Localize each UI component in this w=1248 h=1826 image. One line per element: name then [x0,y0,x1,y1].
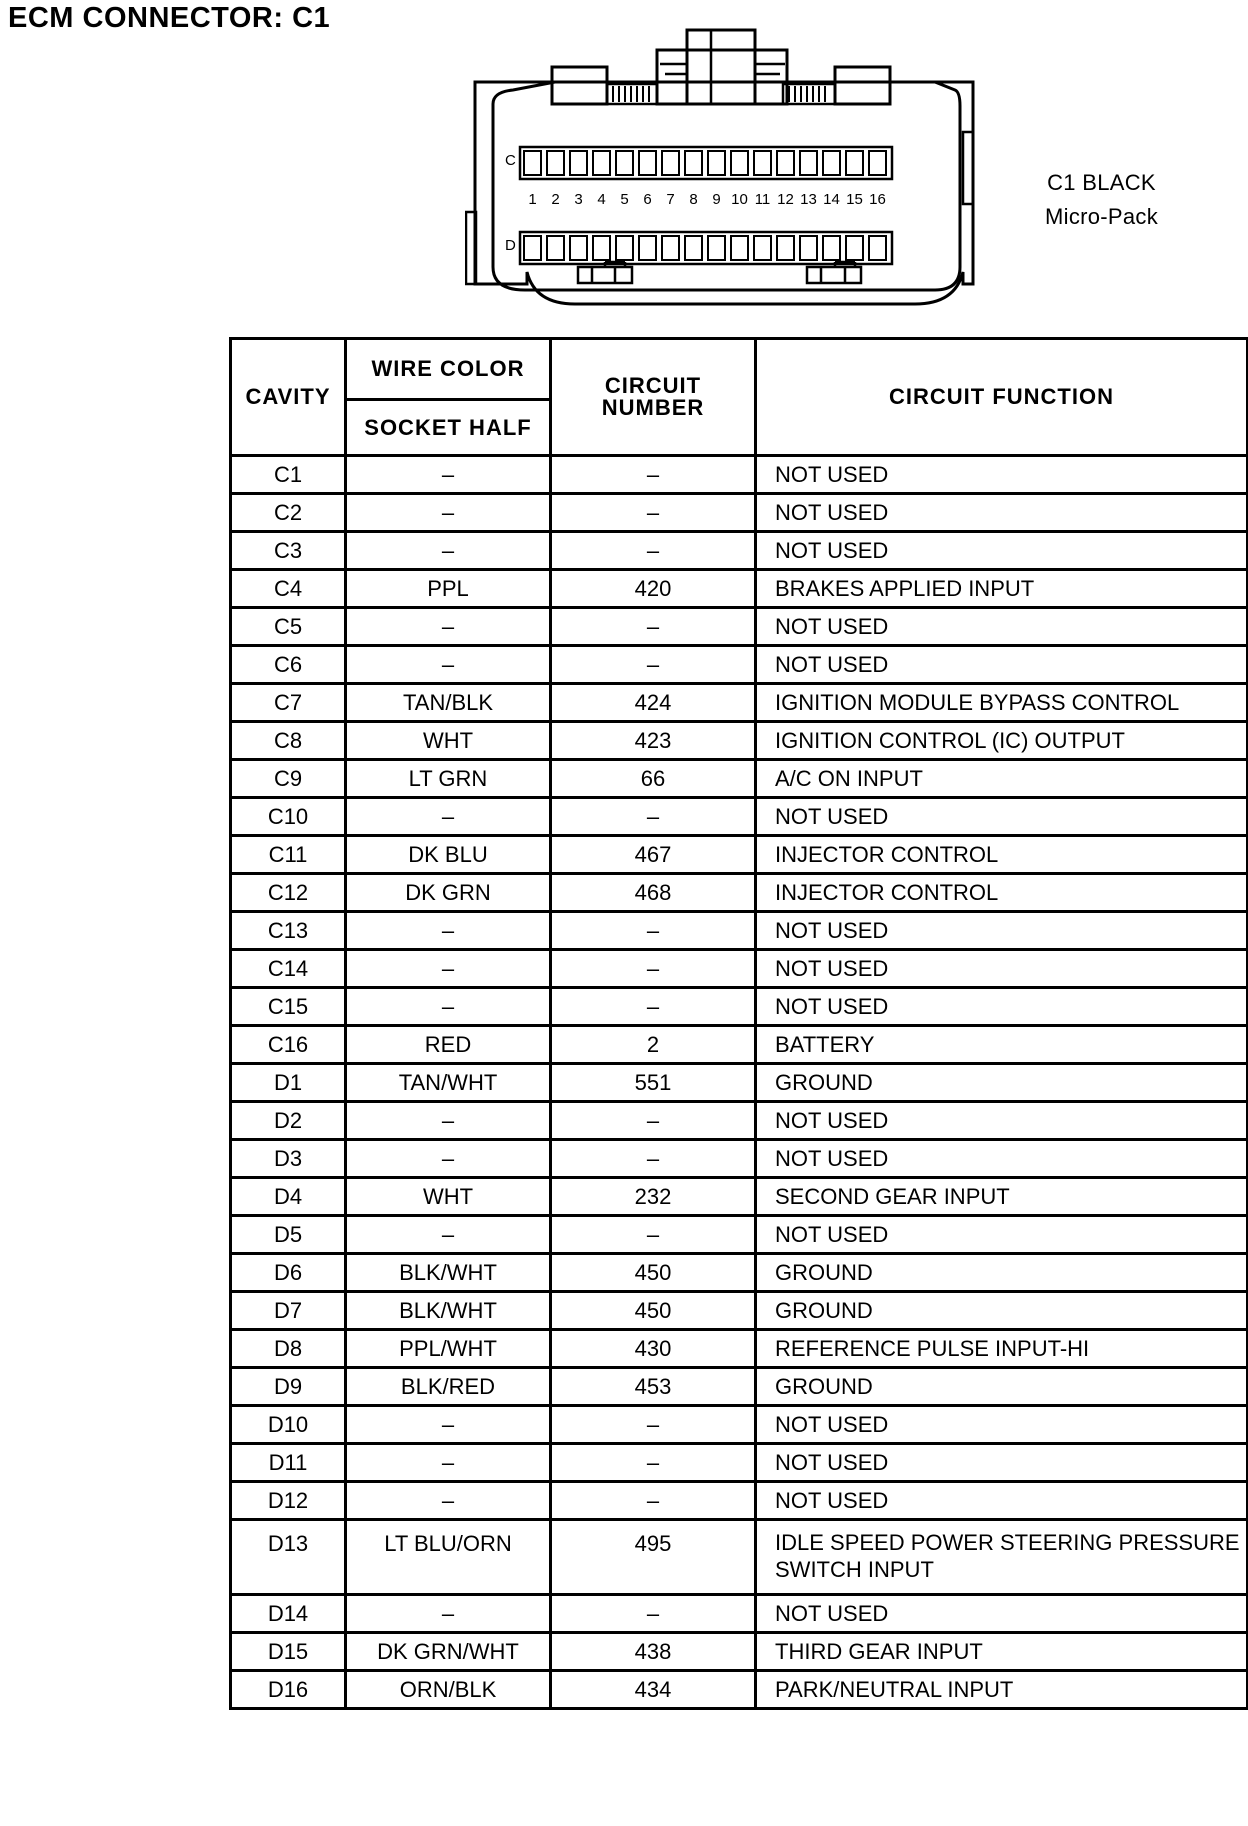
table-row [231,1330,1248,1368]
table-row [231,1482,1248,1520]
cavity-c12 [777,151,794,175]
cavity-c3 [570,151,587,175]
table-row [231,912,1248,950]
circuit-number-cell: – [551,1444,756,1482]
table-row [231,1595,1248,1633]
circuit-function-cell: NOT USED [756,1216,1248,1254]
table-row [231,760,1248,798]
cavity-c9 [708,151,725,175]
connector-label [1045,166,1158,234]
pin-number: 9 [712,191,721,208]
cavity-c10 [731,151,748,175]
circuit-function-cell: NOT USED [756,494,1248,532]
circuit-number-cell: 423 [551,722,756,760]
cavity-cell: C7 [231,684,346,722]
table-row [231,494,1248,532]
circuit-function-cell: GROUND [756,1292,1248,1330]
cavity-cell: C15 [231,988,346,1026]
cavity-d4 [593,236,610,260]
circuit-function-cell: IGNITION CONTROL (IC) OUTPUT [756,722,1248,760]
table-row [231,1254,1248,1292]
table-row [231,684,1248,722]
circuit-function-cell: NOT USED [756,1102,1248,1140]
circuit-function-cell: A/C ON INPUT [756,760,1248,798]
wire-color-cell: TAN/BLK [346,684,551,722]
cavity-cell: D9 [231,1368,346,1406]
pin-number: 2 [551,191,560,208]
wire-color-cell: LT BLU/ORN [346,1520,551,1595]
wire-color-cell: BLK/WHT [346,1254,551,1292]
wire-color-cell: BLK/WHT [346,1292,551,1330]
pinout-rows [231,456,1248,1709]
header-circuit-function: CIRCUIT FUNCTION [756,339,1248,456]
cavity-cell: C13 [231,912,346,950]
circuit-number-cell: – [551,532,756,570]
circuit-number-cell: 468 [551,874,756,912]
circuit-number-cell: 467 [551,836,756,874]
cavity-cell: C3 [231,532,346,570]
cavity-cell: D7 [231,1292,346,1330]
circuit-function-cell: NOT USED [756,1406,1248,1444]
wire-color-cell: DK GRN [346,874,551,912]
table-row [231,874,1248,912]
circuit-function-cell: BATTERY [756,1026,1248,1064]
cavity-d12 [777,236,794,260]
circuit-function-cell: NOT USED [756,1140,1248,1178]
circuit-function-cell: NOT USED [756,608,1248,646]
wire-color-cell: DK GRN/WHT [346,1633,551,1671]
circuit-number-cell: – [551,950,756,988]
wire-color-cell: – [346,1482,551,1520]
circuit-number-cell: 424 [551,684,756,722]
table-row [231,608,1248,646]
table-row [231,1671,1248,1709]
cavity-c11 [754,151,771,175]
wire-color-cell: – [346,494,551,532]
cavity-cell: D16 [231,1671,346,1709]
cavity-cell: D3 [231,1140,346,1178]
cavity-c8 [685,151,702,175]
header-circuit-number: CIRCUIT NUMBER [551,339,756,456]
wire-color-cell: WHT [346,1178,551,1216]
wire-color-cell: WHT [346,722,551,760]
cavity-cell: C14 [231,950,346,988]
cavity-cell: C6 [231,646,346,684]
table-row [231,988,1248,1026]
circuit-function-cell: GROUND [756,1254,1248,1292]
cavity-cell: D2 [231,1102,346,1140]
table-row [231,1064,1248,1102]
circuit-function-cell: INJECTOR CONTROL [756,874,1248,912]
circuit-function-cell: NOT USED [756,1444,1248,1482]
cavity-cell: C8 [231,722,346,760]
cavity-cell: C9 [231,760,346,798]
wire-color-cell: – [346,950,551,988]
cavity-cell: D13 [231,1520,346,1595]
circuit-number-cell: 450 [551,1292,756,1330]
cavity-d5 [616,236,633,260]
connector-diagram [465,22,1025,312]
cavity-cell: C11 [231,836,346,874]
circuit-number-cell: 495 [551,1520,756,1595]
pin-number: 15 [846,191,863,208]
wire-color-cell: – [346,646,551,684]
pin-number: 10 [731,191,748,208]
wire-color-cell: – [346,456,551,494]
table-row [231,456,1248,494]
table-row [231,1102,1248,1140]
circuit-function-cell: NOT USED [756,950,1248,988]
row-c-cavities [520,147,892,179]
cavity-c7 [662,151,679,175]
circuit-number-cell: 420 [551,570,756,608]
circuit-number-cell: 438 [551,1633,756,1671]
cavity-cell: D14 [231,1595,346,1633]
circuit-function-cell: GROUND [756,1368,1248,1406]
header-wire-color: WIRE COLOR [346,339,551,400]
circuit-number-cell: – [551,988,756,1026]
cavity-cell: D8 [231,1330,346,1368]
row-c-label: C [505,152,516,169]
table-row [231,1444,1248,1482]
cavity-cell: D1 [231,1064,346,1102]
table-row [231,950,1248,988]
wire-color-cell: – [346,798,551,836]
table-row [231,798,1248,836]
cavity-d10 [731,236,748,260]
circuit-number-cell: – [551,646,756,684]
connector-type: Micro-Pack [1045,204,1159,229]
cavity-c13 [800,151,817,175]
cavity-c5 [616,151,633,175]
circuit-number-cell: 232 [551,1178,756,1216]
table-row [231,1292,1248,1330]
cavity-d8 [685,236,702,260]
cavity-c6 [639,151,656,175]
cavity-c16 [869,151,886,175]
pin-number: 14 [823,191,840,208]
circuit-function-cell: NOT USED [756,988,1248,1026]
cavity-c14 [823,151,840,175]
header-socket-half: SOCKET HALF [346,400,551,456]
table-row [231,836,1248,874]
connector-body [475,82,973,304]
circuit-function-cell: IGNITION MODULE BYPASS CONTROL [756,684,1248,722]
circuit-number-cell: 453 [551,1368,756,1406]
cavity-d15 [846,236,863,260]
wire-color-cell: RED [346,1026,551,1064]
cavity-d13 [800,236,817,260]
pin-numbers [528,191,886,208]
cavity-cell: C16 [231,1026,346,1064]
circuit-function-cell: NOT USED [756,456,1248,494]
cavity-c1 [524,151,541,175]
cavity-cell: D12 [231,1482,346,1520]
pin-number: 1 [528,191,537,208]
circuit-number-cell: – [551,1595,756,1633]
circuit-function-cell: NOT USED [756,1482,1248,1520]
cavity-c2 [547,151,564,175]
pin-number: 13 [800,191,817,208]
cavity-d11 [754,236,771,260]
circuit-number-cell: – [551,494,756,532]
wire-color-cell: – [346,608,551,646]
cavity-cell: C5 [231,608,346,646]
wire-color-cell: LT GRN [346,760,551,798]
circuit-number-cell: – [551,1406,756,1444]
wire-color-cell: PPL [346,570,551,608]
pin-number: 4 [597,191,606,208]
table-row [231,1216,1248,1254]
cavity-cell: D5 [231,1216,346,1254]
wire-color-cell: – [346,1140,551,1178]
wire-color-cell: – [346,1216,551,1254]
cavity-c4 [593,151,610,175]
cavity-cell: D10 [231,1406,346,1444]
cavity-d6 [639,236,656,260]
circuit-function-cell: THIRD GEAR INPUT [756,1633,1248,1671]
pin-number: 11 [754,191,771,208]
row-d-label: D [505,237,516,254]
cavity-d7 [662,236,679,260]
table-row [231,570,1248,608]
circuit-function-cell: NOT USED [756,646,1248,684]
cavity-cell: C12 [231,874,346,912]
header-cavity: CAVITY [231,339,346,456]
circuit-number-cell: – [551,456,756,494]
connector-color: C1 BLACK [1047,170,1156,195]
circuit-function-cell: INJECTOR CONTROL [756,836,1248,874]
page-title: ECM CONNECTOR: C1 [8,2,331,34]
table-row [231,722,1248,760]
table-row [231,1520,1248,1595]
cavity-d14 [823,236,840,260]
circuit-function-cell: SECOND GEAR INPUT [756,1178,1248,1216]
circuit-number-cell: – [551,912,756,950]
cavity-cell: D6 [231,1254,346,1292]
table-row [231,532,1248,570]
table-row [231,646,1248,684]
cavity-d2 [547,236,564,260]
wire-color-cell: PPL/WHT [346,1330,551,1368]
cavity-d1 [524,236,541,260]
cavity-cell: D4 [231,1178,346,1216]
pin-number: 7 [666,191,675,208]
wire-color-cell: – [346,1102,551,1140]
table-row [231,1633,1248,1671]
circuit-function-cell: REFERENCE PULSE INPUT-HI [756,1330,1248,1368]
circuit-number-cell: – [551,1140,756,1178]
circuit-number-cell: 66 [551,760,756,798]
table-row [231,1406,1248,1444]
circuit-function-cell: GROUND [756,1064,1248,1102]
wire-color-cell: BLK/RED [346,1368,551,1406]
circuit-number-cell: 2 [551,1026,756,1064]
circuit-function-cell: NOT USED [756,798,1248,836]
circuit-number-cell: 450 [551,1254,756,1292]
cavity-cell: C4 [231,570,346,608]
cavity-cell: C2 [231,494,346,532]
circuit-function-cell: PARK/NEUTRAL INPUT [756,1671,1248,1709]
cavity-cell: C10 [231,798,346,836]
wire-color-cell: DK BLU [346,836,551,874]
pin-number: 16 [869,191,886,208]
circuit-number-cell: 430 [551,1330,756,1368]
table-row [231,1140,1248,1178]
cavity-cell: C1 [231,456,346,494]
wire-color-cell: – [346,532,551,570]
circuit-number-cell: 551 [551,1064,756,1102]
circuit-number-cell: 434 [551,1671,756,1709]
cavity-d9 [708,236,725,260]
pin-number: 12 [777,191,794,208]
cavity-d3 [570,236,587,260]
circuit-number-cell: – [551,798,756,836]
circuit-number-cell: – [551,1482,756,1520]
circuit-function-cell: IDLE SPEED POWER STEERING PRESSURE SWITCH INPUT [756,1520,1248,1595]
pin-number: 5 [620,191,629,208]
circuit-number-cell: – [551,1216,756,1254]
cavity-cell: D11 [231,1444,346,1482]
circuit-function-cell: NOT USED [756,912,1248,950]
circuit-function-cell: NOT USED [756,532,1248,570]
wire-color-cell: TAN/WHT [346,1064,551,1102]
row-d-cavities [520,232,892,264]
cavity-c15 [846,151,863,175]
circuit-function-cell: BRAKES APPLIED INPUT [756,570,1248,608]
wire-color-cell: – [346,1406,551,1444]
circuit-number-cell: – [551,608,756,646]
table-row [231,1368,1248,1406]
circuit-number-cell: – [551,1102,756,1140]
wire-color-cell: – [346,988,551,1026]
pin-number: 6 [643,191,652,208]
cavity-d16 [869,236,886,260]
pin-number: 8 [689,191,698,208]
circuit-function-cell: NOT USED [756,1595,1248,1633]
table-row [231,1026,1248,1064]
cavity-cell: D15 [231,1633,346,1671]
wire-color-cell: – [346,1595,551,1633]
wire-color-cell: – [346,1444,551,1482]
pinout-table [229,337,1248,1710]
wire-color-cell: ORN/BLK [346,1671,551,1709]
table-row [231,1178,1248,1216]
wire-color-cell: – [346,912,551,950]
pin-number: 3 [574,191,583,208]
